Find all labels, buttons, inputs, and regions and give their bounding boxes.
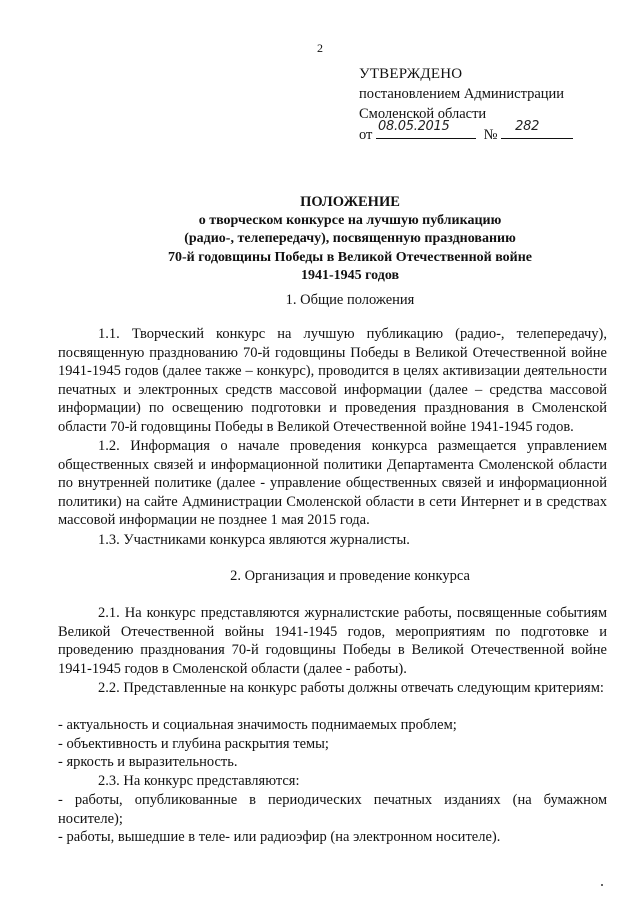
page-number: 2 bbox=[317, 41, 323, 55]
paragraph-1-3: 1.3. Участниками конкурса являются журналисты. bbox=[98, 532, 410, 548]
title-heading: ПОЛОЖЕНИЕ bbox=[300, 194, 400, 210]
approval-line-2: Смоленской области bbox=[359, 106, 487, 122]
title-line-2: (радио-, телепередачу), посвященную празднованию bbox=[184, 231, 516, 246]
number-field bbox=[501, 119, 573, 139]
paragraph-2-3: 2.3. На конкурс представляются: bbox=[98, 773, 300, 789]
date-field bbox=[376, 119, 476, 139]
approval-date-line bbox=[359, 119, 619, 145]
paragraph-1-1: 1.1. Творческий конкурс на лучшую публикацию (радио-, телепередачу), посвященную празднованию 70-й годовщины Победы в Великой Отечественной войне 1941-1945 годов (далее также – конкурс), проводится в целях активизации деятельности печатных и электронных средств массовой информации (далее – средства массовой информации) по освещению подготовки и проведения празднования в Смоленской области 70-й годовщины Победы в Великой Отечественной войне 1941-1945 годов. bbox=[58, 326, 607, 435]
title-line-3: 70-й годовщины Победы в Великой Отечественной войне bbox=[167, 249, 533, 265]
title-line-4: 1941-1945 годов bbox=[300, 268, 400, 283]
submission-type-2: - работы, вышедшие в теле- или радиоэфир (на электронном носителе). bbox=[58, 829, 501, 845]
handwritten-date: 08.05.2015 bbox=[378, 119, 450, 134]
title-line-1: о творческом конкурсе на лучшую публикацию bbox=[198, 212, 502, 228]
section-1-heading: 1. Общие положения bbox=[285, 292, 415, 308]
paragraph-1-2: 1.2. Информация о начале проведения конкурса размещается управлением общественных связей и информационной политики Департамента Смоленской области по внутренней политике (далее - управление общественных связей и информационной политики) на сайте Администрации Смоленской области в сети Интернет и в средствах массовой информации не позднее 1 мая 2015 года. bbox=[58, 438, 607, 528]
approval-stamp: УТВЕРЖДЕНО bbox=[359, 66, 463, 82]
criterion-2: - объективность и глубина раскрытия темы; bbox=[58, 736, 329, 752]
from-label: от bbox=[359, 127, 373, 143]
submission-type-1: - работы, опубликованные в периодических печатных изданиях (на бумажном носителе); bbox=[58, 792, 607, 827]
criterion-1: - актуальность и социальная значимость поднимаемых проблем; bbox=[58, 717, 457, 733]
approval-line-1: постановлением Администрации bbox=[359, 86, 565, 102]
number-label: № bbox=[483, 127, 498, 143]
paragraph-2-2: 2.2. Представленные на конкурс работы должны отвечать следующим критериям: bbox=[98, 680, 604, 696]
scan-speck bbox=[601, 884, 603, 886]
paragraph-2-1: 2.1. На конкурс представляются журналистские работы, посвященные событиям Великой Отечественной войны 1941-1945 годов, мероприятиям по подготовке и проведению празднования 70-й годовщины Победы в Великой Отечественной войне 1941-1945 годов в Смоленской области (далее - работы). bbox=[58, 605, 607, 677]
handwritten-number: 282 bbox=[515, 119, 540, 134]
approval-block bbox=[359, 64, 619, 145]
document-title bbox=[60, 193, 640, 286]
section-2-heading: 2. Организация и проведение конкурса bbox=[230, 568, 470, 584]
criterion-3: - яркость и выразительность. bbox=[58, 754, 238, 770]
